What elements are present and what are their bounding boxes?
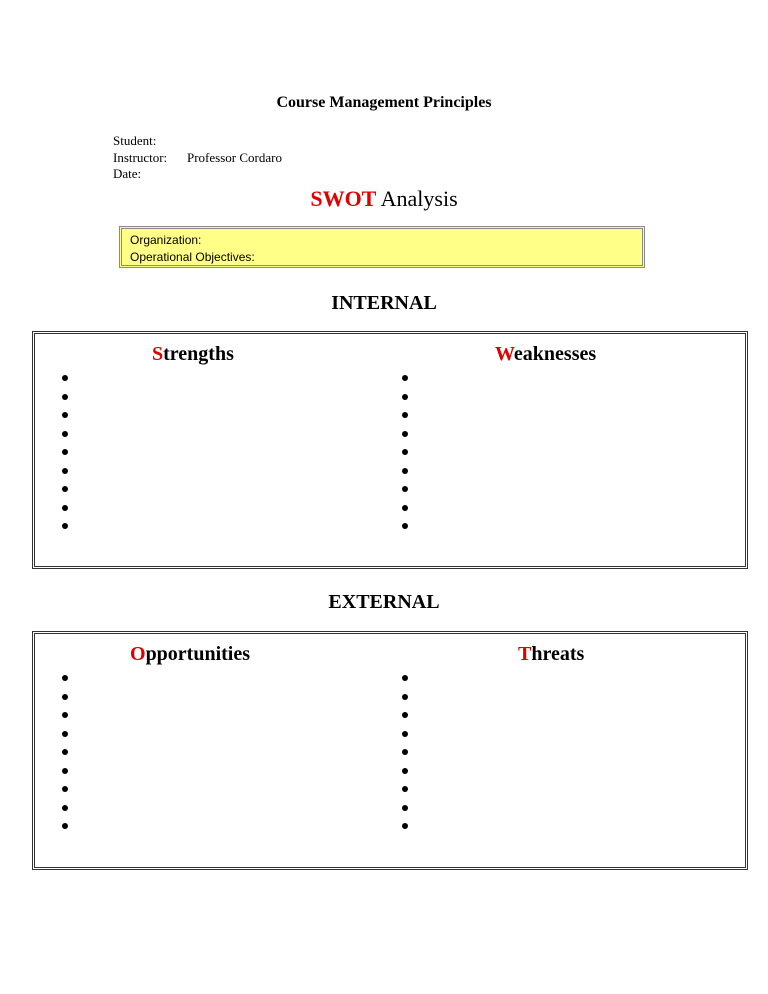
strengths-initial: S — [152, 343, 164, 365]
weaknesses-title — [495, 343, 596, 366]
list-item[interactable] — [62, 499, 362, 518]
list-item[interactable] — [62, 669, 362, 688]
threats-initial: T — [518, 643, 532, 665]
external-panel — [32, 631, 748, 870]
opportunities-title — [130, 643, 250, 666]
student-label: Student: — [113, 133, 157, 148]
internal-heading: INTERNAL — [331, 292, 437, 314]
opportunities-rest: pportunities — [145, 643, 251, 665]
list-item[interactable] — [402, 669, 702, 688]
list-item[interactable] — [402, 499, 702, 518]
list-item[interactable] — [62, 743, 362, 762]
list-item[interactable] — [62, 462, 362, 481]
organization-box — [119, 226, 645, 268]
student-line — [113, 133, 187, 149]
list-item[interactable] — [402, 517, 702, 536]
threats-title — [518, 643, 584, 666]
list-item[interactable] — [402, 762, 702, 781]
external-heading: EXTERNAL — [328, 591, 440, 613]
list-item[interactable] — [402, 388, 702, 407]
weaknesses-rest: eaknesses — [513, 343, 597, 365]
list-item[interactable] — [62, 817, 362, 836]
weaknesses-list — [402, 369, 702, 536]
list-item[interactable] — [62, 688, 362, 707]
list-item[interactable] — [402, 369, 702, 388]
list-item[interactable] — [402, 462, 702, 481]
list-item[interactable] — [402, 817, 702, 836]
opportunities-initial: O — [130, 643, 146, 665]
swot-analysis-title — [0, 186, 768, 212]
instructor-value[interactable]: Professor Cordaro — [187, 150, 282, 165]
list-item[interactable] — [402, 799, 702, 818]
strengths-rest: trengths — [163, 343, 234, 365]
strengths-list — [62, 369, 362, 536]
list-item[interactable] — [62, 425, 362, 444]
list-item[interactable] — [402, 706, 702, 725]
organization-label[interactable]: Organization: — [130, 233, 202, 247]
swot-accent: SWOT — [310, 186, 377, 211]
list-item[interactable] — [62, 388, 362, 407]
operational-objectives-label[interactable]: Operational Objectives: — [130, 250, 255, 264]
list-item[interactable] — [62, 762, 362, 781]
list-item[interactable] — [402, 780, 702, 799]
list-item[interactable] — [62, 780, 362, 799]
list-item[interactable] — [62, 480, 362, 499]
opportunities-list — [62, 669, 362, 836]
list-item[interactable] — [62, 799, 362, 818]
strengths-title — [152, 343, 234, 366]
weaknesses-initial: W — [495, 343, 514, 365]
instructor-label: Instructor: — [113, 150, 168, 165]
threats-rest: hreats — [531, 643, 585, 665]
list-item[interactable] — [402, 725, 702, 744]
list-item[interactable] — [402, 480, 702, 499]
list-item[interactable] — [62, 369, 362, 388]
instructor-line — [113, 150, 282, 166]
list-item[interactable] — [402, 425, 702, 444]
list-item[interactable] — [402, 743, 702, 762]
list-item[interactable] — [62, 443, 362, 462]
swot-title-rest: Analysis — [376, 186, 458, 211]
list-item[interactable] — [402, 443, 702, 462]
list-item[interactable] — [402, 688, 702, 707]
list-item[interactable] — [62, 706, 362, 725]
threats-list — [402, 669, 702, 836]
course-title: Course Management Principles — [276, 94, 492, 111]
list-item[interactable] — [402, 406, 702, 425]
list-item[interactable] — [62, 406, 362, 425]
list-item[interactable] — [62, 517, 362, 536]
internal-panel — [32, 331, 748, 569]
list-item[interactable] — [62, 725, 362, 744]
date-label: Date: — [113, 166, 142, 181]
date-line — [113, 166, 187, 182]
